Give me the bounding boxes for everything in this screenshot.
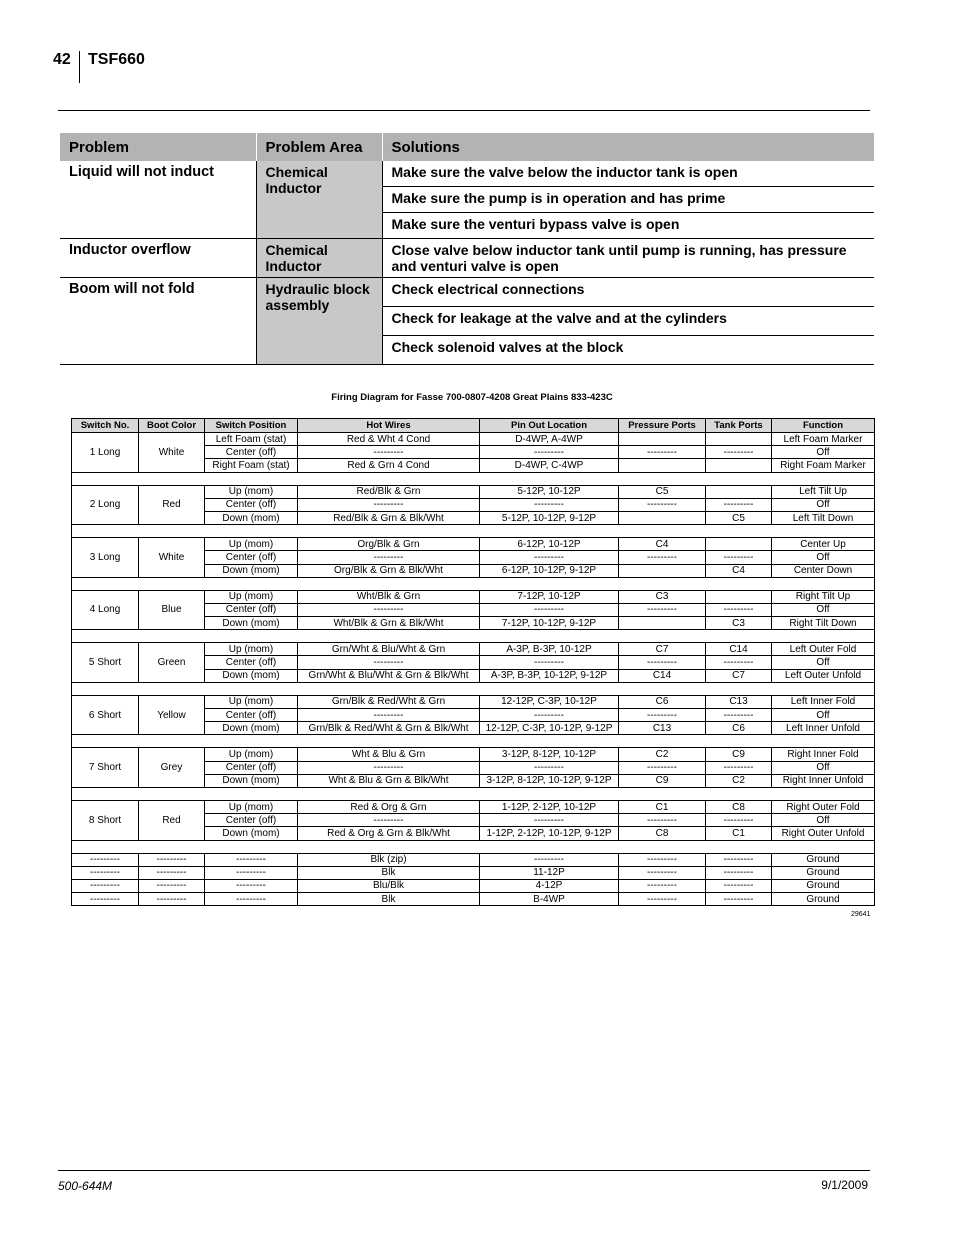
column-header-solutions: Solutions [382, 133, 874, 161]
fd-cell: Center (off) [205, 656, 298, 669]
fd-cell: C9 [619, 774, 706, 787]
fd-cell: C1 [619, 800, 706, 813]
revision-date: 9/1/2009 [821, 1178, 868, 1192]
fd-spacer-cell [72, 525, 875, 538]
fd-spacer-row [72, 630, 875, 643]
fd-cell: --------- [480, 551, 619, 564]
fd-cell: Down (mom) [205, 774, 298, 787]
fd-cell: Center (off) [205, 446, 298, 459]
fd-row [72, 590, 875, 603]
fd-cell: 7-12P, 10-12P, 9-12P [480, 617, 619, 630]
fd-cell: Grn/Blk & Red/Wht & Grn & Blk/Wht [298, 722, 480, 735]
firing-diagram-header-row [72, 419, 875, 433]
fd-cell: C3 [706, 617, 772, 630]
problem-cell: Inductor overflow [60, 239, 256, 278]
fd-spacer-cell [72, 682, 875, 695]
solution-cell: Make sure the valve below the inductor tank is open [382, 161, 874, 187]
fd-cell: --------- [480, 603, 619, 616]
fd-cell: C4 [619, 538, 706, 551]
fd-cell: --------- [619, 893, 706, 906]
fd-row [72, 538, 875, 551]
fd-boot-color-cell: Red [139, 485, 205, 525]
fd-cell: --------- [298, 761, 480, 774]
fd-row [72, 695, 875, 708]
fd-boot-color-cell: White [139, 433, 205, 473]
fd-cell: Red & Org & Grn [298, 800, 480, 813]
page-number: 42 [53, 51, 71, 68]
fd-cell: Down (mom) [205, 617, 298, 630]
problem-cell: Liquid will not induct [60, 161, 256, 239]
fd-ground-row [72, 853, 875, 866]
fd-cell: --------- [205, 879, 298, 892]
fd-cell [619, 617, 706, 630]
fd-cell: Ground [772, 893, 875, 906]
fd-cell: Up (mom) [205, 695, 298, 708]
fd-column-header: Switch Position [205, 419, 298, 433]
fd-spacer-cell [72, 735, 875, 748]
fd-cell: A-3P, B-3P, 10-12P [480, 643, 619, 656]
fd-cell: Down (mom) [205, 827, 298, 840]
fd-column-header: Pressure Ports [619, 419, 706, 433]
fd-cell: --------- [619, 656, 706, 669]
fd-cell: Off [772, 551, 875, 564]
fd-cell: Left Inner Unfold [772, 722, 875, 735]
fd-cell: Red & Wht 4 Cond [298, 433, 480, 446]
solution-cell: Make sure the venturi bypass valve is open [382, 213, 874, 239]
fd-switch-cell: 6 Short [72, 695, 139, 735]
fd-switch-cell: 7 Short [72, 748, 139, 788]
fd-row [72, 748, 875, 761]
fd-cell: A-3P, B-3P, 10-12P, 9-12P [480, 669, 619, 682]
fd-column-header: Boot Color [139, 419, 205, 433]
troubleshooting-row [60, 239, 874, 278]
troubleshooting-header-row [60, 133, 874, 161]
fd-column-header: Hot Wires [298, 419, 480, 433]
fd-cell: C7 [619, 643, 706, 656]
fd-cell: --------- [480, 498, 619, 511]
fd-cell: Right Foam (stat) [205, 459, 298, 472]
problem-area-cell: Chemical Inductor [256, 161, 382, 239]
fd-cell: Down (mom) [205, 511, 298, 524]
fd-spacer-row [72, 840, 875, 853]
figure-code: 29641 [851, 911, 871, 918]
fd-cell: Off [772, 814, 875, 827]
fd-cell: Blk [298, 866, 480, 879]
fd-cell: --------- [706, 603, 772, 616]
fd-cell: Center (off) [205, 603, 298, 616]
fd-cell: --------- [619, 446, 706, 459]
fd-cell: Down (mom) [205, 669, 298, 682]
fd-cell: Down (mom) [205, 564, 298, 577]
fd-cell: --------- [298, 551, 480, 564]
fd-cell: C7 [706, 669, 772, 682]
fd-cell: --------- [706, 761, 772, 774]
fd-cell: --------- [706, 498, 772, 511]
fd-spacer-row [72, 525, 875, 538]
fd-cell [706, 485, 772, 498]
fd-cell: --------- [619, 814, 706, 827]
fd-switch-cell: 5 Short [72, 643, 139, 683]
fd-row [72, 643, 875, 656]
fd-cell: Blk (zip) [298, 853, 480, 866]
fd-cell: 11-12P [480, 866, 619, 879]
fd-cell: --------- [298, 656, 480, 669]
fd-cell: C6 [619, 695, 706, 708]
fd-cell: Red/Blk & Grn & Blk/Wht [298, 511, 480, 524]
fd-ground-row [72, 866, 875, 879]
fd-cell: --------- [619, 551, 706, 564]
fd-cell: --------- [706, 446, 772, 459]
fd-cell: Center (off) [205, 498, 298, 511]
fd-cell [619, 433, 706, 446]
fd-spacer-cell [72, 787, 875, 800]
firing-diagram-title: Firing Diagram for Fasse 700-0807-4208 Great Plains 833-423C [331, 392, 613, 403]
solution-cell: Close valve below inductor tank until pump is running, has pressure and venturi valve is open [382, 239, 874, 278]
fd-cell: --------- [72, 879, 139, 892]
fd-cell: C2 [619, 748, 706, 761]
troubleshooting-table [60, 133, 874, 365]
fd-cell: --------- [480, 709, 619, 722]
fd-cell: 7-12P, 10-12P [480, 590, 619, 603]
fd-cell: Grn/Wht & Blu/Wht & Grn [298, 643, 480, 656]
fd-switch-cell: 1 Long [72, 433, 139, 473]
fd-switch-cell: 3 Long [72, 538, 139, 578]
fd-cell: Red/Blk & Grn [298, 485, 480, 498]
fd-cell: Off [772, 761, 875, 774]
fd-cell: --------- [619, 879, 706, 892]
fd-cell: --------- [298, 814, 480, 827]
fd-cell: Off [772, 603, 875, 616]
fd-switch-cell: 4 Long [72, 590, 139, 630]
problem-area-cell: Hydraulic block assembly [256, 278, 382, 365]
fd-row [72, 485, 875, 498]
fd-cell [619, 511, 706, 524]
fd-cell: --------- [706, 853, 772, 866]
fd-cell: C8 [706, 800, 772, 813]
fd-cell: Red & Grn 4 Cond [298, 459, 480, 472]
fd-boot-color-cell: Blue [139, 590, 205, 630]
fd-cell: --------- [139, 893, 205, 906]
fd-spacer-row [72, 472, 875, 485]
fd-column-header: Switch No. [72, 419, 139, 433]
document-title: TSF660 [88, 51, 145, 68]
fd-cell: --------- [72, 893, 139, 906]
fd-cell: Up (mom) [205, 538, 298, 551]
solution-cell: Check for leakage at the valve and at the cylinders [382, 307, 874, 336]
fd-cell [619, 564, 706, 577]
fd-cell: Ground [772, 866, 875, 879]
fd-cell: --------- [480, 446, 619, 459]
fd-cell: Right Inner Fold [772, 748, 875, 761]
fd-cell: 1-12P, 2-12P, 10-12P [480, 800, 619, 813]
fd-cell: Right Tilt Up [772, 590, 875, 603]
fd-cell: --------- [298, 709, 480, 722]
fd-cell: Center (off) [205, 814, 298, 827]
fd-switch-cell: 8 Short [72, 800, 139, 840]
fd-cell: C2 [706, 774, 772, 787]
fd-cell: C13 [619, 722, 706, 735]
fd-cell: C5 [706, 511, 772, 524]
fd-cell: Right Outer Fold [772, 800, 875, 813]
fd-cell: Left Tilt Up [772, 485, 875, 498]
fd-cell: --------- [205, 866, 298, 879]
troubleshooting-row [60, 161, 874, 187]
fd-cell: 1-12P, 2-12P, 10-12P, 9-12P [480, 827, 619, 840]
fd-cell: Wht & Blu & Grn & Blk/Wht [298, 774, 480, 787]
fd-cell: 3-12P, 8-12P, 10-12P [480, 748, 619, 761]
header-separator [79, 51, 80, 83]
fd-cell: Org/Blk & Grn & Blk/Wht [298, 564, 480, 577]
fd-cell: 5-12P, 10-12P [480, 485, 619, 498]
fd-cell: C9 [706, 748, 772, 761]
fd-cell: --------- [480, 761, 619, 774]
fd-cell [706, 538, 772, 551]
fd-cell: C1 [706, 827, 772, 840]
fd-spacer-row [72, 577, 875, 590]
fd-cell: --------- [706, 814, 772, 827]
fd-cell: C8 [619, 827, 706, 840]
fd-cell: Off [772, 498, 875, 511]
solution-cell: Check solenoid valves at the block [382, 336, 874, 365]
footer-rule [58, 1170, 870, 1171]
fd-cell: Right Inner Unfold [772, 774, 875, 787]
column-header-problem: Problem [60, 133, 256, 161]
fd-row [72, 433, 875, 446]
fd-cell: Off [772, 656, 875, 669]
fd-boot-color-cell: Green [139, 643, 205, 683]
fd-cell: Center (off) [205, 551, 298, 564]
fd-cell: C14 [619, 669, 706, 682]
fd-cell: Left Tilt Down [772, 511, 875, 524]
fd-cell: D-4WP, A-4WP [480, 433, 619, 446]
fd-cell: Right Outer Unfold [772, 827, 875, 840]
fd-column-header: Function [772, 419, 875, 433]
fd-cell: --------- [72, 853, 139, 866]
fd-cell: Blu/Blk [298, 879, 480, 892]
fd-cell: --------- [205, 853, 298, 866]
fd-cell: --------- [706, 656, 772, 669]
fd-cell: --------- [706, 893, 772, 906]
fd-cell: --------- [706, 879, 772, 892]
fd-cell: 12-12P, C-3P, 10-12P [480, 695, 619, 708]
fd-cell: Wht/Blk & Grn & Blk/Wht [298, 617, 480, 630]
fd-cell: Off [772, 709, 875, 722]
fd-cell: --------- [619, 853, 706, 866]
fd-spacer-cell [72, 630, 875, 643]
fd-cell: B-4WP [480, 893, 619, 906]
fd-cell: C4 [706, 564, 772, 577]
fd-cell: Ground [772, 853, 875, 866]
fd-cell: 3-12P, 8-12P, 10-12P, 9-12P [480, 774, 619, 787]
fd-cell: Wht/Blk & Grn [298, 590, 480, 603]
document-number: 500-644M [58, 1179, 113, 1193]
fd-cell [706, 433, 772, 446]
fd-cell: 12-12P, C-3P, 10-12P, 9-12P [480, 722, 619, 735]
fd-cell: 4-12P [480, 879, 619, 892]
fd-cell: Up (mom) [205, 800, 298, 813]
fd-cell: --------- [480, 853, 619, 866]
fd-cell: C14 [706, 643, 772, 656]
fd-cell: Left Inner Fold [772, 695, 875, 708]
fd-cell: Left Foam Marker [772, 433, 875, 446]
fd-cell [706, 590, 772, 603]
fd-cell: --------- [72, 866, 139, 879]
fd-ground-row [72, 893, 875, 906]
fd-cell: C5 [619, 485, 706, 498]
fd-cell: Center Down [772, 564, 875, 577]
fd-cell: Left Outer Fold [772, 643, 875, 656]
fd-spacer-cell [72, 472, 875, 485]
fd-cell: Center (off) [205, 709, 298, 722]
fd-cell: Right Foam Marker [772, 459, 875, 472]
fd-spacer-cell [72, 840, 875, 853]
fd-cell: D-4WP, C-4WP [480, 459, 619, 472]
column-header-problem-area: Problem Area [256, 133, 382, 161]
fd-column-header: Tank Ports [706, 419, 772, 433]
fd-ground-row [72, 879, 875, 892]
fd-cell: Blk [298, 893, 480, 906]
fd-cell: --------- [706, 551, 772, 564]
solution-cell: Check electrical connections [382, 278, 874, 307]
fd-cell: Ground [772, 879, 875, 892]
fd-cell: --------- [619, 603, 706, 616]
fd-cell: --------- [706, 709, 772, 722]
fd-cell: C6 [706, 722, 772, 735]
fd-cell: Left Foam (stat) [205, 433, 298, 446]
fd-cell: 6-12P, 10-12P [480, 538, 619, 551]
troubleshooting-row [60, 278, 874, 307]
fd-cell: --------- [139, 879, 205, 892]
fd-cell: C3 [619, 590, 706, 603]
fd-row [72, 800, 875, 813]
fd-cell: --------- [706, 866, 772, 879]
fd-cell: Red & Org & Grn & Blk/Wht [298, 827, 480, 840]
fd-cell: Wht & Blu & Grn [298, 748, 480, 761]
problem-area-cell: Chemical Inductor [256, 239, 382, 278]
fd-cell: Center Up [772, 538, 875, 551]
fd-switch-cell: 2 Long [72, 485, 139, 525]
fd-column-header: Pin Out Location [480, 419, 619, 433]
fd-boot-color-cell: Grey [139, 748, 205, 788]
fd-cell: Down (mom) [205, 722, 298, 735]
fd-spacer-row [72, 787, 875, 800]
header-rule [58, 110, 870, 111]
fd-boot-color-cell: Red [139, 800, 205, 840]
fd-cell: Up (mom) [205, 748, 298, 761]
fd-cell: --------- [205, 893, 298, 906]
fd-cell: --------- [298, 498, 480, 511]
fd-cell: --------- [619, 866, 706, 879]
fd-cell: Center (off) [205, 761, 298, 774]
fd-cell: Up (mom) [205, 590, 298, 603]
fd-cell: --------- [619, 761, 706, 774]
fd-cell: --------- [619, 498, 706, 511]
firing-diagram-table [71, 418, 875, 906]
fd-spacer-row [72, 682, 875, 695]
fd-cell: --------- [298, 446, 480, 459]
fd-cell: Up (mom) [205, 643, 298, 656]
fd-cell: Org/Blk & Grn [298, 538, 480, 551]
fd-cell [706, 459, 772, 472]
solution-cell: Make sure the pump is in operation and has prime [382, 187, 874, 213]
fd-cell: --------- [139, 853, 205, 866]
fd-boot-color-cell: White [139, 538, 205, 578]
fd-cell: Right Tilt Down [772, 617, 875, 630]
fd-cell: Off [772, 446, 875, 459]
fd-cell [619, 459, 706, 472]
fd-spacer-row [72, 735, 875, 748]
fd-cell: --------- [619, 709, 706, 722]
fd-cell: Up (mom) [205, 485, 298, 498]
fd-boot-color-cell: Yellow [139, 695, 205, 735]
fd-cell: --------- [139, 866, 205, 879]
fd-cell: Grn/Wht & Blu/Wht & Grn & Blk/Wht [298, 669, 480, 682]
fd-cell: --------- [298, 603, 480, 616]
fd-cell: --------- [480, 656, 619, 669]
fd-cell: --------- [480, 814, 619, 827]
problem-cell: Boom will not fold [60, 278, 256, 365]
fd-cell: Grn/Blk & Red/Wht & Grn [298, 695, 480, 708]
fd-cell: C13 [706, 695, 772, 708]
fd-cell: 5-12P, 10-12P, 9-12P [480, 511, 619, 524]
fd-cell: 6-12P, 10-12P, 9-12P [480, 564, 619, 577]
fd-cell: Left Outer Unfold [772, 669, 875, 682]
fd-spacer-cell [72, 577, 875, 590]
